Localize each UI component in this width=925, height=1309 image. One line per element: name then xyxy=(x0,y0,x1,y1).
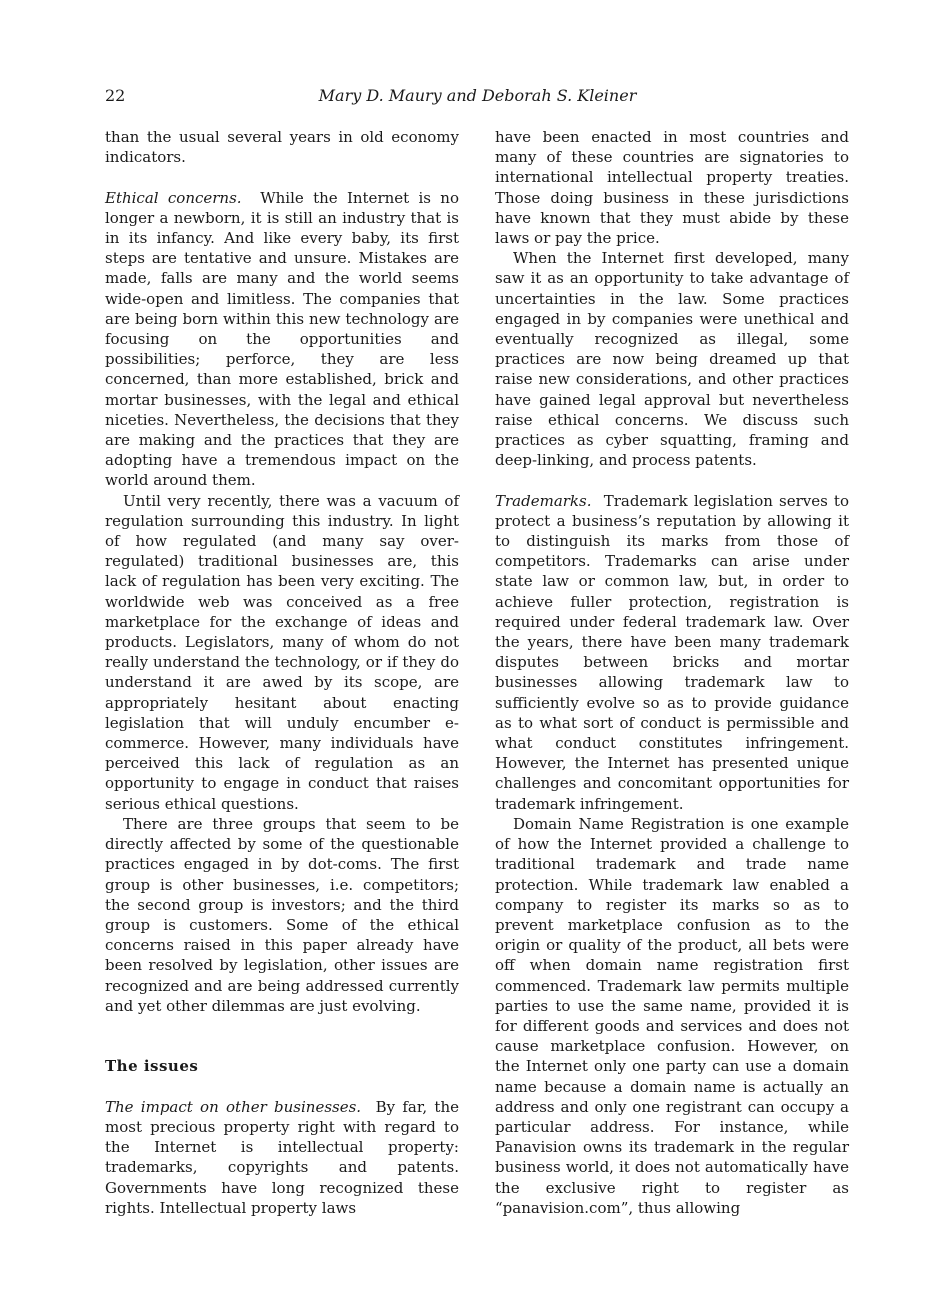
paragraph: When the Internet first developed, many saw it as an opportunity to take advantage of uncertainties in the law. Some practices engaged in by companies were unethical and eventually recognized as illegal, some practices are now being dreamed up that raise new considerations, and other practices have gained legal approval but nevertheless raise ethical concerns. We discuss such practices as cyber squatting, framing and deep-linking, and process patents. xyxy=(495,249,849,470)
paragraph-ethical-concerns xyxy=(105,188,459,491)
paragraph-impact xyxy=(105,1097,459,1218)
paragraph-trademarks xyxy=(495,491,849,814)
runin-heading: Trademarks. xyxy=(495,491,592,510)
paragraph-body: By far, the most precious property right with regard to the Internet is intellectual property: trademarks, copyrights and patents. Governments have long recognized these rights. Intellectual property laws xyxy=(105,1097,459,1217)
paragraph-body: Trademark legislation serves to protect a business’s reputation by allowing it to distinguish its marks from those of competitors. Trademarks can arise under state law or common law, but, in order to achieve fuller protection, registration is required under federal trademark law. Over the years, there have been many trademark disputes between bricks and mortar businesses allowing trademark law to sufficiently evolve so as to provide guidance as to what sort of conduct is permissible and what conduct constitutes infringement. However, the Internet has presented unique challenges and concomitant opportunities for trademark infringement. xyxy=(495,491,849,813)
left-column xyxy=(105,127,459,1218)
runin-heading: Ethical concerns. xyxy=(105,188,242,207)
paragraph: have been enacted in most countries and many of these countries are signatories to international intellectual property treaties. Those doing business in these jurisdictions have known that they must abide by these laws or pay the price. xyxy=(495,128,849,248)
section-heading: The issues xyxy=(105,1057,199,1076)
running-title: Mary D. Maury and Deborah S. Kleiner xyxy=(318,86,637,105)
running-head xyxy=(105,86,850,108)
paragraph: There are three groups that seem to be directly affected by some of the questionable practices engaged in by dot-coms. The first group is other businesses, i.e. competitors; the second group is investors; and the third group is customers. Some of the ethical concerns raised in this paper already have been resolved by legislation, other issues are recognized and are being addressed currently and yet other dilemmas are just evolving. xyxy=(105,814,459,1015)
paragraph-body: While the Internet is no longer a newborn, it is still an industry that is in its infancy. And like every baby, its first steps are tentative and unsure. Mistakes are made, falls are many and the world seems wide-open and limitless. The companies that are being born within this new technology are focusing on the opportunities and possibilities; perforce, they are less concerned, than more established, brick and mortar businesses, with the legal and ethical niceties. Nevertheless, the decisions that they are making and the practices that they are adopting have a tremendous impact on the world around them. xyxy=(105,188,459,490)
right-column xyxy=(495,127,849,1218)
page-number: 22 xyxy=(105,86,126,105)
runin-heading: The impact on other businesses. xyxy=(105,1097,362,1116)
paragraph: Until very recently, there was a vacuum of regulation surrounding this industry. In light of how regulated (and many say over-regulated) traditional businesses are, this lack of regulation has been very exciting. The worldwide web was conceived as a free marketplace for the exchange of ideas and products. Legislators, many of whom do not really understand the technology, or if they do understand it are awed by its scope, are appropriately hesitant about enacting legislation that will unduly encumber e-commerce. However, many individuals have perceived this lack of regulation as an opportunity to engage in conduct that raises serious ethical questions. xyxy=(105,491,459,813)
paragraph: than the usual several years in old economy indicators. xyxy=(105,128,459,167)
paragraph: Domain Name Registration is one example of how the Internet provided a challenge to traditional trademark and trade name protection. While trademark law enabled a company to register its marks so as to prevent marketplace confusion as to the origin or quality of the product, all bets were off when domain name registration first commenced. Trademark law permits multiple parties to use the same name, provided it is for different goods and services and does not cause marketplace confusion. However, on the Internet only one party can use a domain name because a domain name is actually an address and only one registrant can occupy a particular address. For instance, while Panavision owns its trademark in the regular business world, it does not automatically have the exclusive right to register as “panavision.com”, thus allowing xyxy=(495,814,849,1217)
